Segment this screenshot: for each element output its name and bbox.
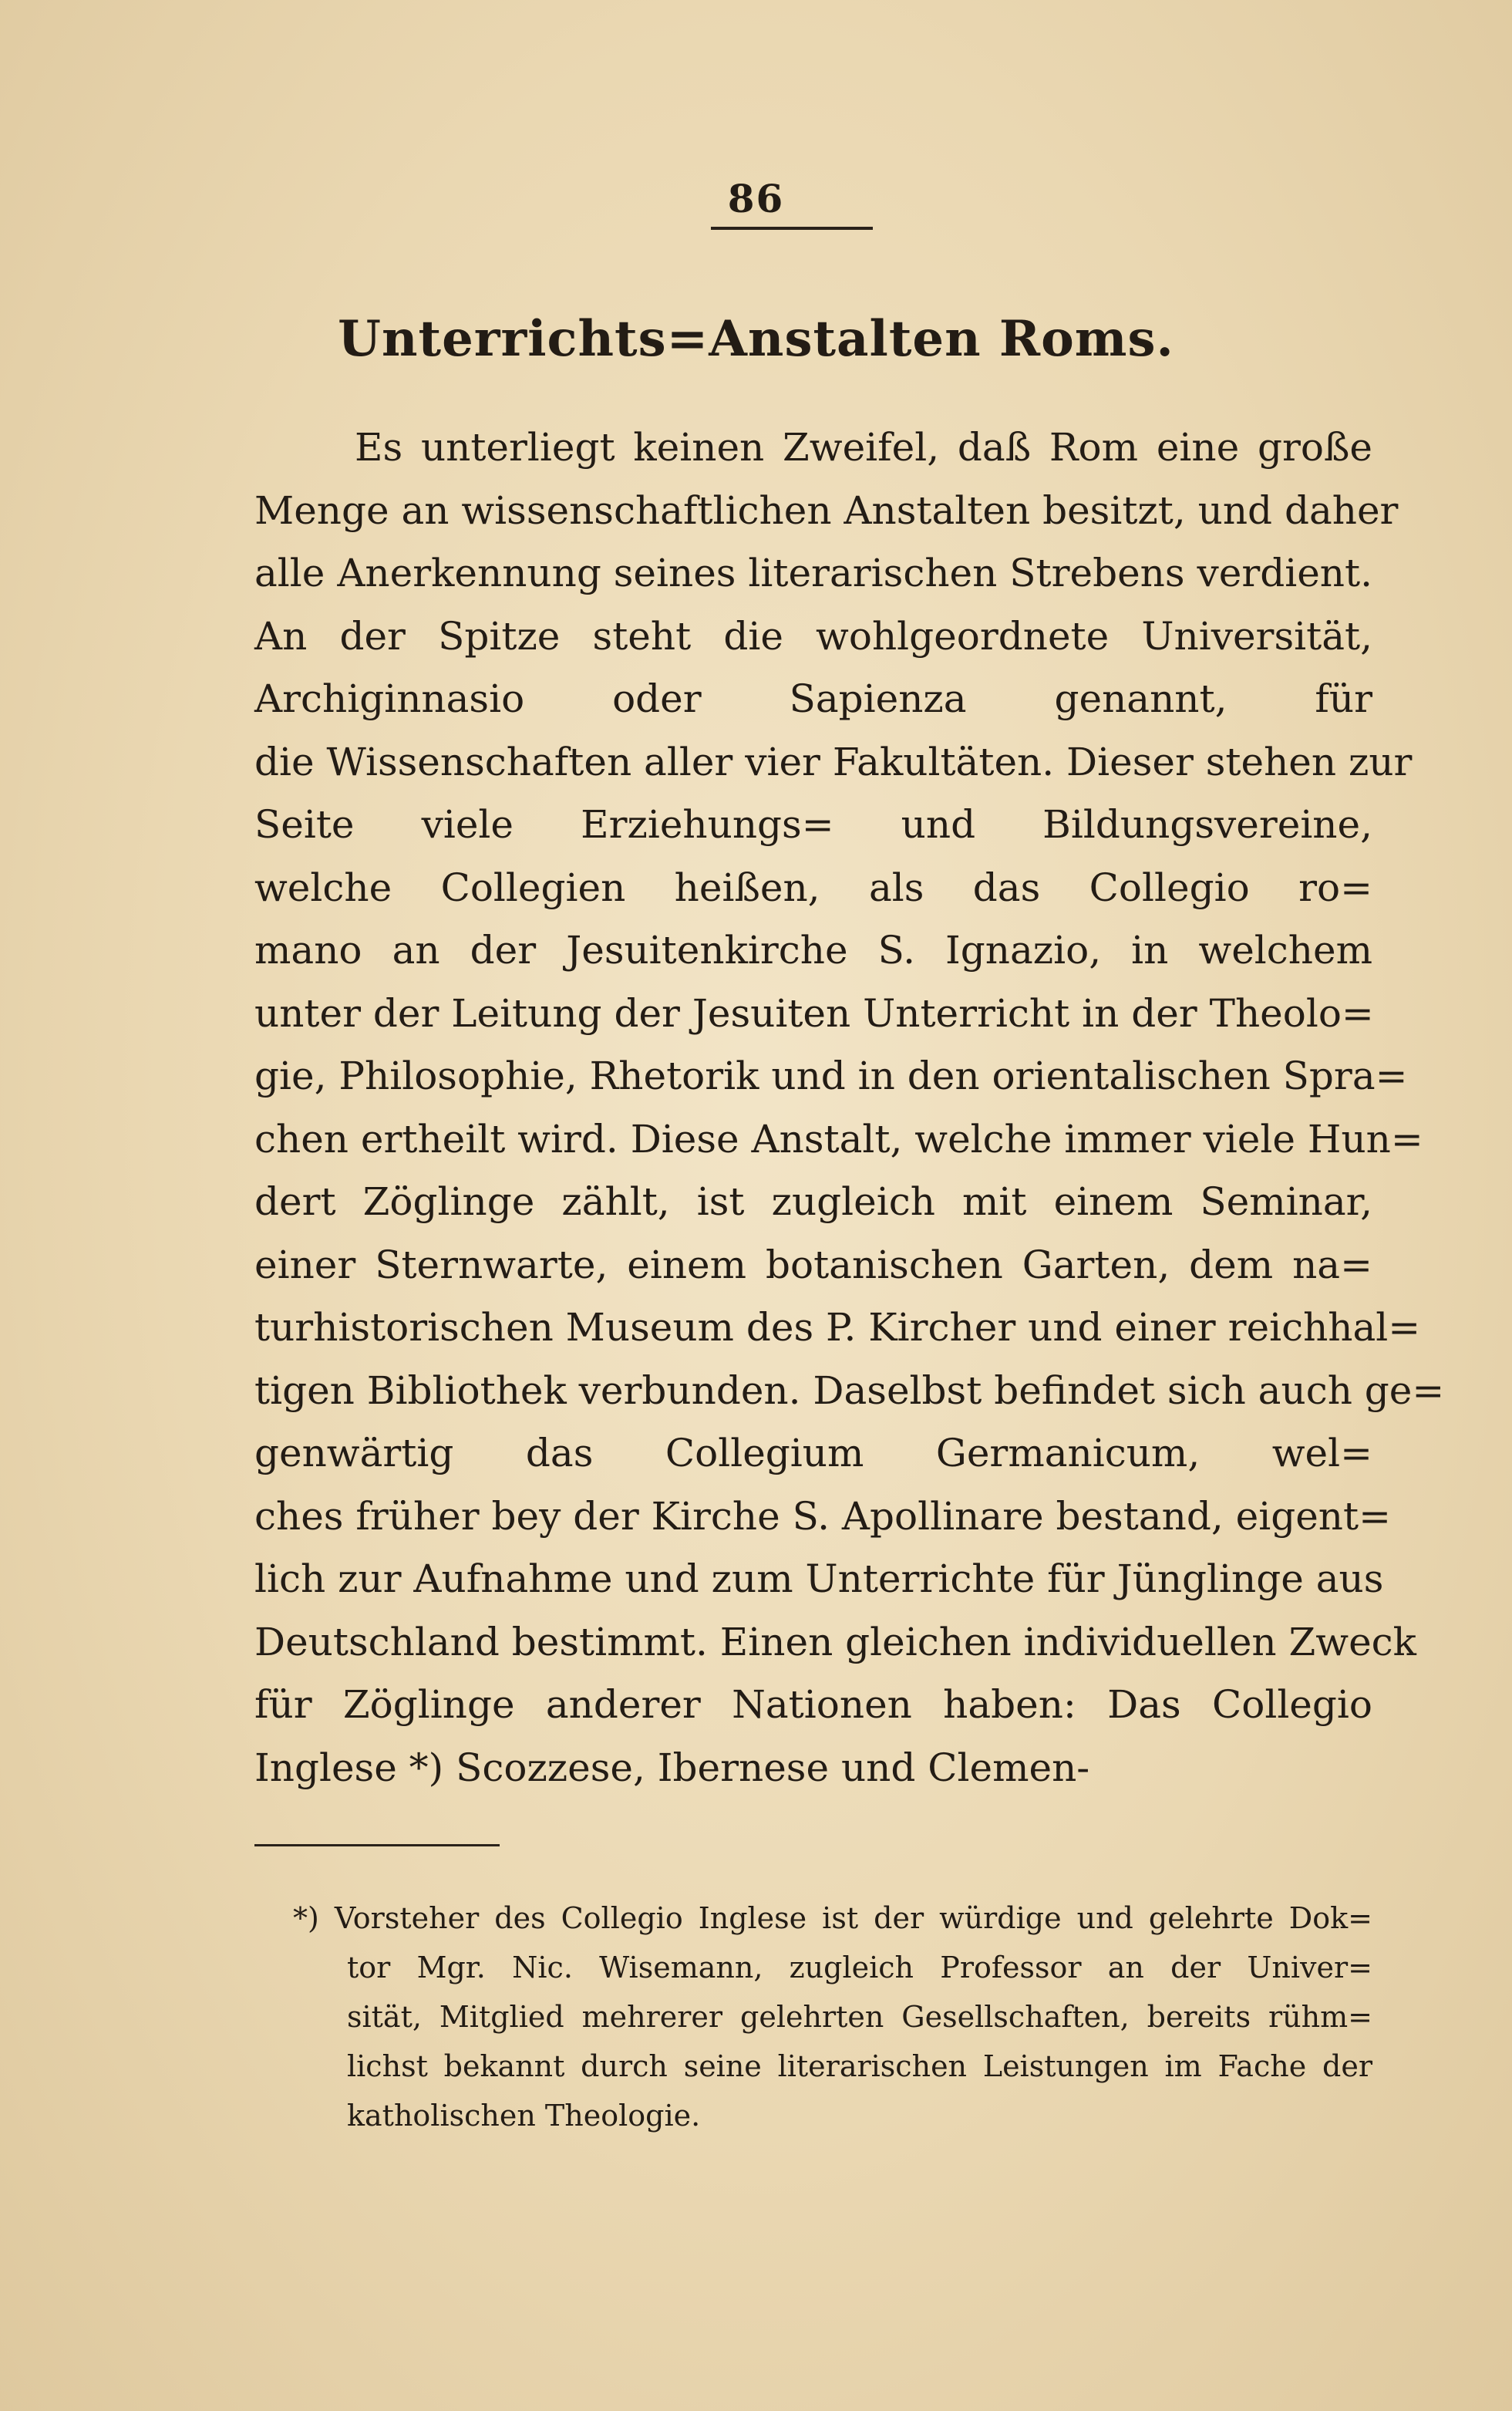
body-line: die Wissenschaften aller vier Fakultäten. Dieser stehen zur (254, 739, 1413, 784)
body-line: gie, Philosophie, Rhetorik und in den orientalischen Spra= (254, 1054, 1408, 1098)
body-line: dert Zöglinge zählt, ist zugleich mit einem Seminar, (254, 1179, 1372, 1224)
footnote-rule (254, 1844, 500, 1846)
page-number: 86 (727, 176, 785, 221)
section-heading: Unterrichts=Anstalten Roms. (338, 310, 1174, 368)
body-line: turhistorischen Museum des P. Kircher und einer reichhal= (254, 1305, 1421, 1350)
footnote-line: *) Vorsteher des Collegio Inglese ist der würdige und gelehrte Dok= (293, 1901, 1372, 1935)
body-line: chen ertheilt wird. Diese Anstalt, welche immer viele Hun= (254, 1116, 1423, 1162)
body-line: Archiginnasio oder Sapienza genannt, für (254, 676, 1372, 721)
footnote-line: katholischen Theologie. (347, 2099, 701, 2133)
page-number-rule (711, 227, 873, 230)
body-line: für Zöglinge anderer Nationen haben: Das Collegio (254, 1682, 1372, 1727)
body-line: An der Spitze steht die wohlgeordnete Universität, (254, 613, 1372, 659)
footnote-line: sität, Mitglied mehrerer gelehrten Gesellschaften, bereits rühm= (347, 2000, 1372, 2034)
body-paragraph (254, 416, 1445, 1799)
body-line: welche Collegien heißen, als das Collegio ro= (254, 865, 1372, 910)
body-line: Menge an wissenschaftlichen Anstalten besitzt, und daher (254, 487, 1399, 533)
footnote (254, 1893, 1372, 2140)
body-line: einer Sternwarte, einem botanischen Garten, dem na= (254, 1242, 1372, 1287)
body-line: lich zur Aufnahme und zum Unterrichte für Jünglinge aus (254, 1556, 1384, 1601)
body-line: Deutschland bestimmt. Einen gleichen individuellen Zweck (254, 1619, 1416, 1664)
body-line: genwärtig das Collegium Germanicum, wel= (254, 1431, 1372, 1475)
body-line: mano an der Jesuitenkirche S. Ignazio, in welchem (254, 928, 1372, 973)
body-line: Inglese *) Scozzese, Ibernese und Clemen- (254, 1745, 1090, 1790)
body-line: Es unterliegt keinen Zweifel, daß Rom eine große (355, 425, 1372, 470)
footnote-line: tor Mgr. Nic. Wisemann, zugleich Professor an der Univer= (347, 1951, 1372, 1984)
body-line: ches früher bey der Kirche S. Apollinare bestand, eigent= (254, 1493, 1391, 1539)
footnote-line: lichst bekannt durch seine literarischen Leistungen im Fache der (347, 2049, 1372, 2083)
body-line: alle Anerkennung seines literarischen Strebens verdient. (254, 551, 1372, 595)
body-line: Seite viele Erziehungs= und Bildungsvereine, (254, 802, 1372, 847)
body-line: tigen Bibliothek verbunden. Daselbst befindet sich auch ge= (254, 1367, 1445, 1413)
body-line: unter der Leitung der Jesuiten Unterricht in der Theolo= (254, 990, 1374, 1036)
